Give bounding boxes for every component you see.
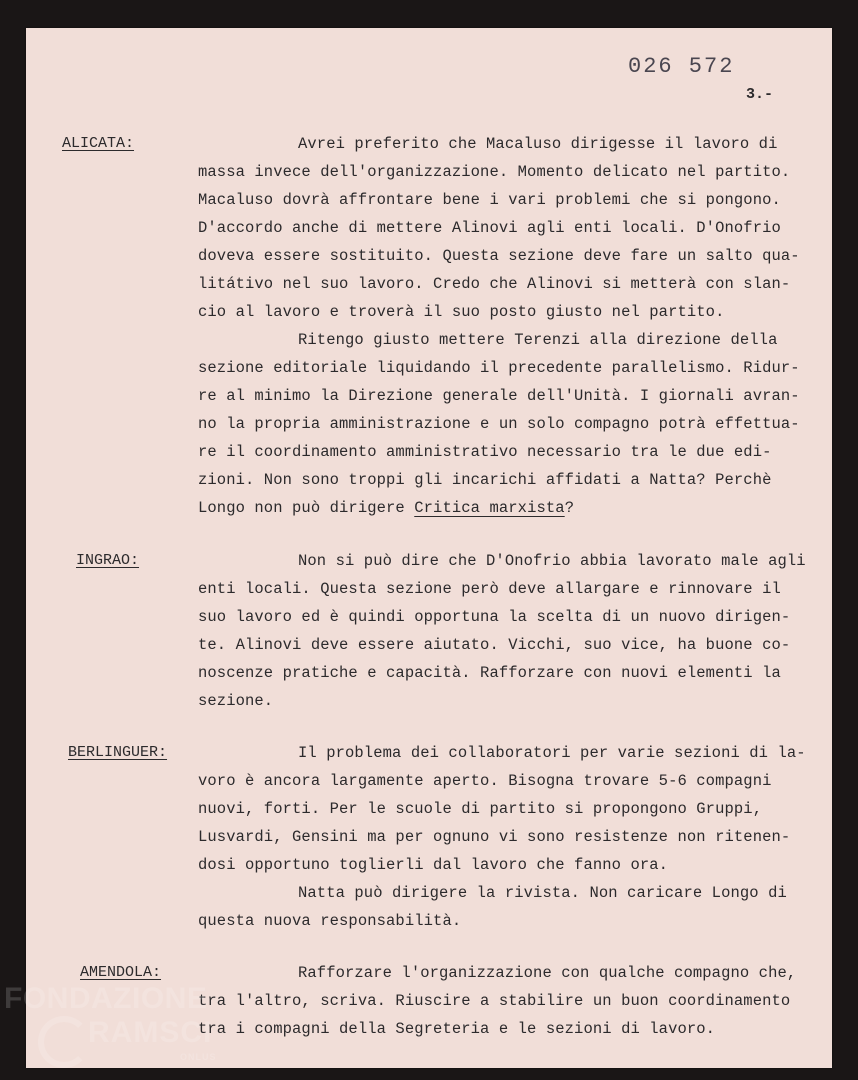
text-line: tra i compagni della Segreteria e le sezioni di lavoro. (198, 1020, 716, 1038)
text-line: Lusvardi, Gensini ma per ognuno vi sono resistenze non ritenen- (198, 828, 791, 846)
text-line: sezione. (198, 692, 274, 710)
text-line: no la propria amministrazione e un solo compagno potrà effettua- (198, 415, 800, 433)
text-line: suo lavoro ed è quindi opportuna la scelta di un nuovo dirigen- (198, 608, 791, 626)
text-line: D'accordo anche di mettere Alinovi agli enti locali. D'Onofrio (198, 219, 781, 237)
text-line: Natta può dirigere la rivista. Non caricare Longo di (298, 884, 787, 902)
text-line: Il problema dei collaboratori per varie sezioni di la- (298, 744, 806, 762)
page-number: 3.- (746, 86, 774, 103)
text-line: tra l'altro, scriva. Riuscire a stabilire un buon coordinamento (198, 992, 791, 1010)
question-mark: ? (564, 499, 575, 517)
text-line: Macaluso dovrà affrontare bene i vari problemi che si pongono. (198, 191, 781, 209)
text-line: re al minimo la Direzione generale dell'Unità. I giornali avran- (198, 387, 800, 405)
text-line: Ritengo giusto mettere Terenzi alla direzione della (298, 331, 778, 349)
text-line: te. Alinovi deve essere aiutato. Vicchi, suo vice, ha buone co- (198, 636, 791, 654)
text-line: sezione editoriale liquidando il precedente parallelismo. Ridur- (198, 359, 800, 377)
archive-stamp-number: 026 572 (628, 54, 735, 79)
watermark-line1: FONDAZIONE (4, 982, 208, 1015)
text-line: re il coordinamento amministrativo necessario tra le due edi- (198, 443, 772, 461)
text-line: doveva essere sostituito. Questa sezione deve fare un salto qua- (198, 247, 800, 265)
text-line: cio al lavoro e troverà il suo posto giusto nel partito. (198, 303, 725, 321)
gramsci-g-logo-icon (38, 1016, 90, 1068)
fondazione-gramsci-watermark (4, 982, 217, 1076)
text-line: massa invece dell'organizzazione. Momento delicato nel partito. (198, 163, 791, 181)
journal-title: Critica marxista (414, 499, 565, 517)
text-line: Rafforzare l'organizzazione con qualche compagno che, (298, 964, 797, 982)
speaker-amendola: AMENDOLA: (80, 964, 162, 981)
text-line (198, 499, 574, 517)
text-line: noscenze pratiche e capacità. Rafforzare con nuovi elementi la (198, 664, 781, 682)
text-line: Non si può dire che D'Onofrio abbia lavorato male agli (298, 552, 806, 570)
text-line: Avrei preferito che Macaluso dirigesse il lavoro di (298, 135, 778, 153)
text-line: zioni. Non sono troppi gli incarichi affidati a Natta? Perchè (198, 471, 772, 489)
text-line: nuovi, forti. Per le scuole di partito si propongono Gruppi, (198, 800, 763, 818)
text-fragment: Longo non può dirigere (198, 499, 415, 517)
text-line: voro è ancora largamente aperto. Bisogna trovare 5-6 compagni (198, 772, 772, 790)
watermark-line3: ONLUS (180, 1052, 217, 1062)
speaker-alicata: ALICATA: (62, 135, 135, 152)
speaker-berlinguer: BERLINGUER: (68, 744, 168, 761)
watermark-line2: RAMSCI (88, 1016, 213, 1049)
speaker-ingrao: INGRAO: (76, 552, 140, 569)
text-line: dosi opportuno toglierli dal lavoro che fanno ora. (198, 856, 669, 874)
text-line: litátivo nel suo lavoro. Credo che Alinovi si metterà con slan- (198, 275, 791, 293)
text-line: enti locali. Questa sezione però deve allargare e rinnovare il (198, 580, 781, 598)
text-line: questa nuova responsabilità. (198, 912, 462, 930)
